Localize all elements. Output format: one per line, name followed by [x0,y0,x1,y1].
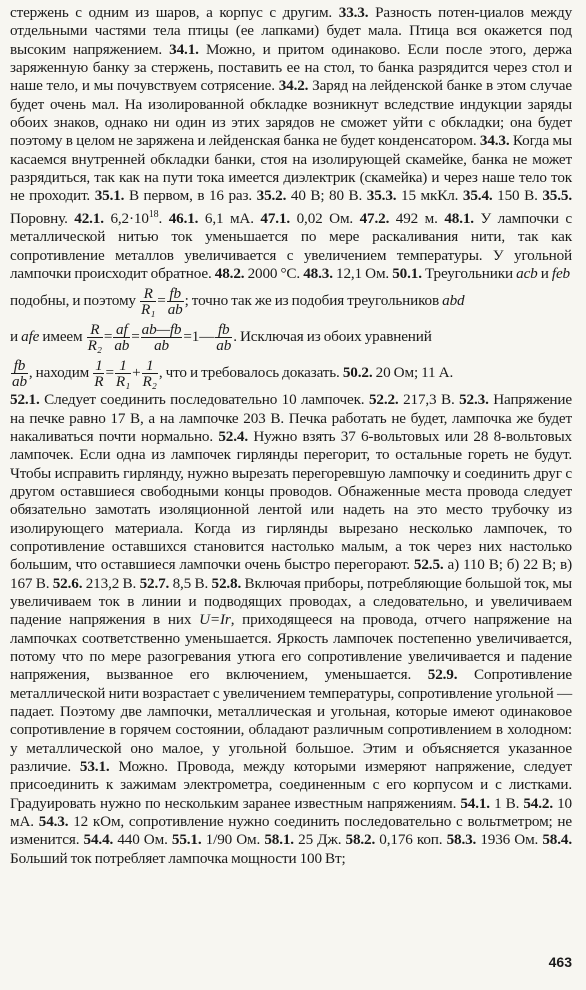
denominator: ab [167,301,183,319]
text-run: Когда мы касаемся внутренней обкладки банки, стоя на изолирующей скамейке, банка не может разрядиться, так как на пути тока имеется диэлектрик (скамейка) и через наше тело ток не проходит. [10,132,572,205]
fraction-af-ab [113,322,130,353]
answer-number: 47.2. [359,209,390,227]
answer-number: 52.5. [413,556,444,574]
text-run: Разность потен- [368,4,480,21]
page-number: 463 [548,954,572,970]
math-var: afe [21,328,40,346]
answer-number: 52.4. [218,427,248,445]
answer-number: 52.7. [139,574,170,592]
text-run: 6,1 мА. [198,209,261,227]
numerator: 1 [145,357,154,375]
answer-number: 52.6. [52,574,83,592]
fraction-1-r2 [142,358,158,389]
answer-number: 52.1. [10,391,40,409]
text-run: 0,176 коп. [375,831,447,849]
fraction-fb-ab-2 [215,322,232,353]
denominator: ab [12,373,27,391]
answer-number: 33.3. [338,4,369,21]
text-run: Больший ток потребляет лампочка мощности 100 Вт; [10,849,346,867]
denominator: R₁ [141,301,156,319]
text-run: 40 В; 80 В. [286,187,367,205]
text-run: 217,3 В. [398,391,460,409]
answer-number: 58.3. [446,831,477,849]
answer-number: 34.2. [278,77,309,95]
equals-sign: = [105,364,114,382]
denominator: ab [141,337,183,353]
text-run: циалов между отдельными частями тела птицы (ее лапками) будет мала. Птица вся окажется под высоким напряжением. [10,4,573,58]
fraction-r-r1 [140,286,156,317]
denominator: R₁ [115,373,131,391]
text-run: Треугольники [421,264,517,282]
text-run: Нужно взять 37 6-вольтовых или 28 8-вольтовых лампочек. Если одна из лампочек гирлянды перегорит, то остальные гореть не будут. Чтобы исправить гирлянду, нужно вырезать перегоревшую лампочку и соединить друг с другом оставшиеся свободными концы проводов. Обнаженные места провода следует обязательно замотать изоляционной лентой или надеть на это место трубочку из изолирующего материала. Когда из гирлянды вырезано несколько лампочек, то сопротивление оставшихся становится настолько малым, а ток через них настолько большим, что оставшиеся лампочки очень быстро перегорают. [10,427,572,574]
equals-sign: = [103,328,113,346]
math-formula: U=Ir [199,611,231,629]
text-run: Следует соединить последовательно 10 лампочек. [39,391,369,409]
denominator: R [94,373,104,391]
text-run: 150 В. [492,187,543,205]
text-run: 2000 °С. [244,264,304,282]
answer-number: 54.4. [83,831,114,849]
text-run: Можно, и притом одинаково. Если после этого, держа заряженную банку за стержень, поставить ее на стол, то банка разрядится через стол и наше тело, и мы почувствуем сотрясение. [10,40,572,95]
answer-number: 35.1. [94,187,125,205]
numerator: R [143,285,153,303]
equals-sign: = [131,328,140,346]
text-run: и [10,328,22,346]
answer-number: 35.5. [542,187,572,205]
paragraph [10,391,572,868]
math-var: acb [516,264,538,282]
text-run: 492 м. [389,209,445,227]
denominator: R₂ [142,373,157,391]
answer-number: 48.3. [303,264,333,282]
text-run: ; точно так же из подобия треугольников [184,292,443,310]
text-run: 0,02 Ом. [290,209,360,227]
text-run: имеем [39,328,86,346]
fraction-fb-ab-3 [11,358,28,389]
answer-number: 58.2. [345,831,376,849]
fraction-1-r1 [115,358,131,389]
formula-line-3 [10,355,572,391]
answer-number: 35.4. [462,187,493,205]
answer-number: 50.1. [392,264,422,282]
text-run: 12 кОм, сопротивление нужно соединить последовательно с вольтметром; не изменится. [10,813,572,849]
answer-number: 35.3. [366,187,397,205]
answer-number: 52.9. [427,666,458,684]
denominator: R₂ [87,337,102,355]
answer-number: 52.3. [459,391,489,409]
denominator: ab [216,337,232,355]
answer-number: 34.1. [169,40,199,58]
answer-number: 54.1. [460,794,490,812]
equals-sign: = [157,292,166,310]
text-run: 25 Дж. [293,831,346,849]
answer-number: 46.1. [168,209,199,227]
answer-number: 48.1. [444,209,474,227]
text-run: , что и требовалось доказать. [158,364,343,382]
answers-text [10,4,572,868]
text-run: 20 Ом; 11 А. [372,364,454,382]
answer-number: 54.2. [523,794,553,812]
text-run: 8,5 В. [169,574,212,592]
answer-number: 58.1. [264,831,294,849]
text-run: стержень с одним из шаров, а корпус с другим. [10,4,339,21]
answer-number: 55.1. [171,831,202,849]
plus-sign: + [132,364,141,382]
answer-number: 50.2. [342,364,373,382]
text-run: Заряд на лейденской банке в этом случае будет очень мал. На изолированной обкладке возникнут вследствие индукции заряды обоих знаков, однако ни один из этих зарядов не сможет уйти с обкладки; она будет поэтому в целом не заряжена и лейденская банка не будет конденсатором. [10,77,572,150]
text-run: Поровну. [10,209,75,227]
text-run: 6,2·10 [103,209,149,227]
numerator: fb [217,321,230,339]
text-run: У лампочки с металлической нитью ток уменьшается по мере раскаливания нити, так как сопротивление металлов увеличивается с увеличением температуры. У угольной лампочки происходит обратное. [10,209,572,282]
text-run: Напряжение на печке равно 17 В, а на лампочке 203 В. Печка работать не будет, лампочка же будет накаливаться почти нормально. [10,391,572,445]
math-var: feb [551,264,570,282]
paragraph [10,4,572,283]
formula-line-1 [10,283,572,319]
text-run: . Исключая из обоих уравнений [233,328,432,346]
denominator: ab [114,337,130,355]
numerator: af [116,321,128,339]
text-run: 1 В. [489,794,524,812]
text-run: , находим [28,364,93,382]
answer-number: 53.1. [79,758,110,776]
answer-number: 54.3. [38,813,69,831]
numerator: R [90,321,100,339]
text-run: 213,2 В. [82,574,140,592]
text-run: Включая приборы, потребляющие большой ток, мы увеличиваем ток в линии и подводящих проводах, а следовательно, и увеличиваем падение напряжения в них [10,574,572,629]
one-minus: =1— [183,328,215,346]
numerator: 1 [95,357,103,375]
text-run: 1936 Ом. [476,831,543,849]
math-var: abd [442,292,465,310]
text-run: , приходящееся на провода, отчего напряжение на лампочках соответственно уменьшается. Яркость лампочек постепенно увеличивается, потому что по мере разогревания утюга его сопротивление увеличивается и падение напряжения, вызванное его включением, уменьшается. [10,611,572,684]
answer-number: 47.1. [260,209,291,227]
answer-number: 52.8. [211,574,242,592]
text-run: В первом, в 16 раз. [124,187,257,205]
text-run: 440 Ом. [113,831,172,849]
fraction-r-r2 [87,322,103,353]
fraction-abfb-ab [141,322,183,353]
fraction-fb-ab [167,286,184,317]
answer-number: 58.4. [542,831,572,849]
exponent: 18 [148,208,159,220]
answer-number: 52.2. [368,391,399,409]
text-run: а) 110 В; б) 22 В; в) 167 В. [10,556,572,592]
answer-number: 42.1. [74,209,104,227]
numerator: fb [13,357,26,375]
text-run: 12,1 Ом. [332,264,393,282]
text-run: Сопротивление металлической нити возрастает с увеличением температуры, сопротивление угольной — падает. Поэтому две лампочки, металлическая и угольная, которые имеют одинаковое сопротивление в горячем состоянии, обладают различным сопротивлением в холодном: у металлической оно малое, у угольной большое. Этим и объясняется указанное различие. [10,666,572,776]
fraction-1-r [93,358,104,389]
text-run: 15 мкКл. [396,187,463,205]
answer-number: 35.2. [256,187,287,205]
text-run: 10 мА. [10,794,572,831]
text-run: и [537,264,552,282]
answer-number: 48.2. [214,264,245,282]
numerator: fb [169,285,181,303]
text-run: . [158,209,169,227]
text-run: подобны, и поэтому [10,292,139,310]
text-run: Можно. Провода, между которыми измеряют напряжение, следует присоединить к зажимам электрометра, соединенным с его корпусом и с листками. Градуировать нужно по нескольким заранее известным напряжениям. [10,758,572,812]
text-run: 1/90 Ом. [201,831,265,849]
formula-line-2 [10,319,572,355]
answer-number: 34.3. [479,132,510,150]
numerator: ab—fb [141,321,182,339]
numerator: 1 [119,357,127,375]
